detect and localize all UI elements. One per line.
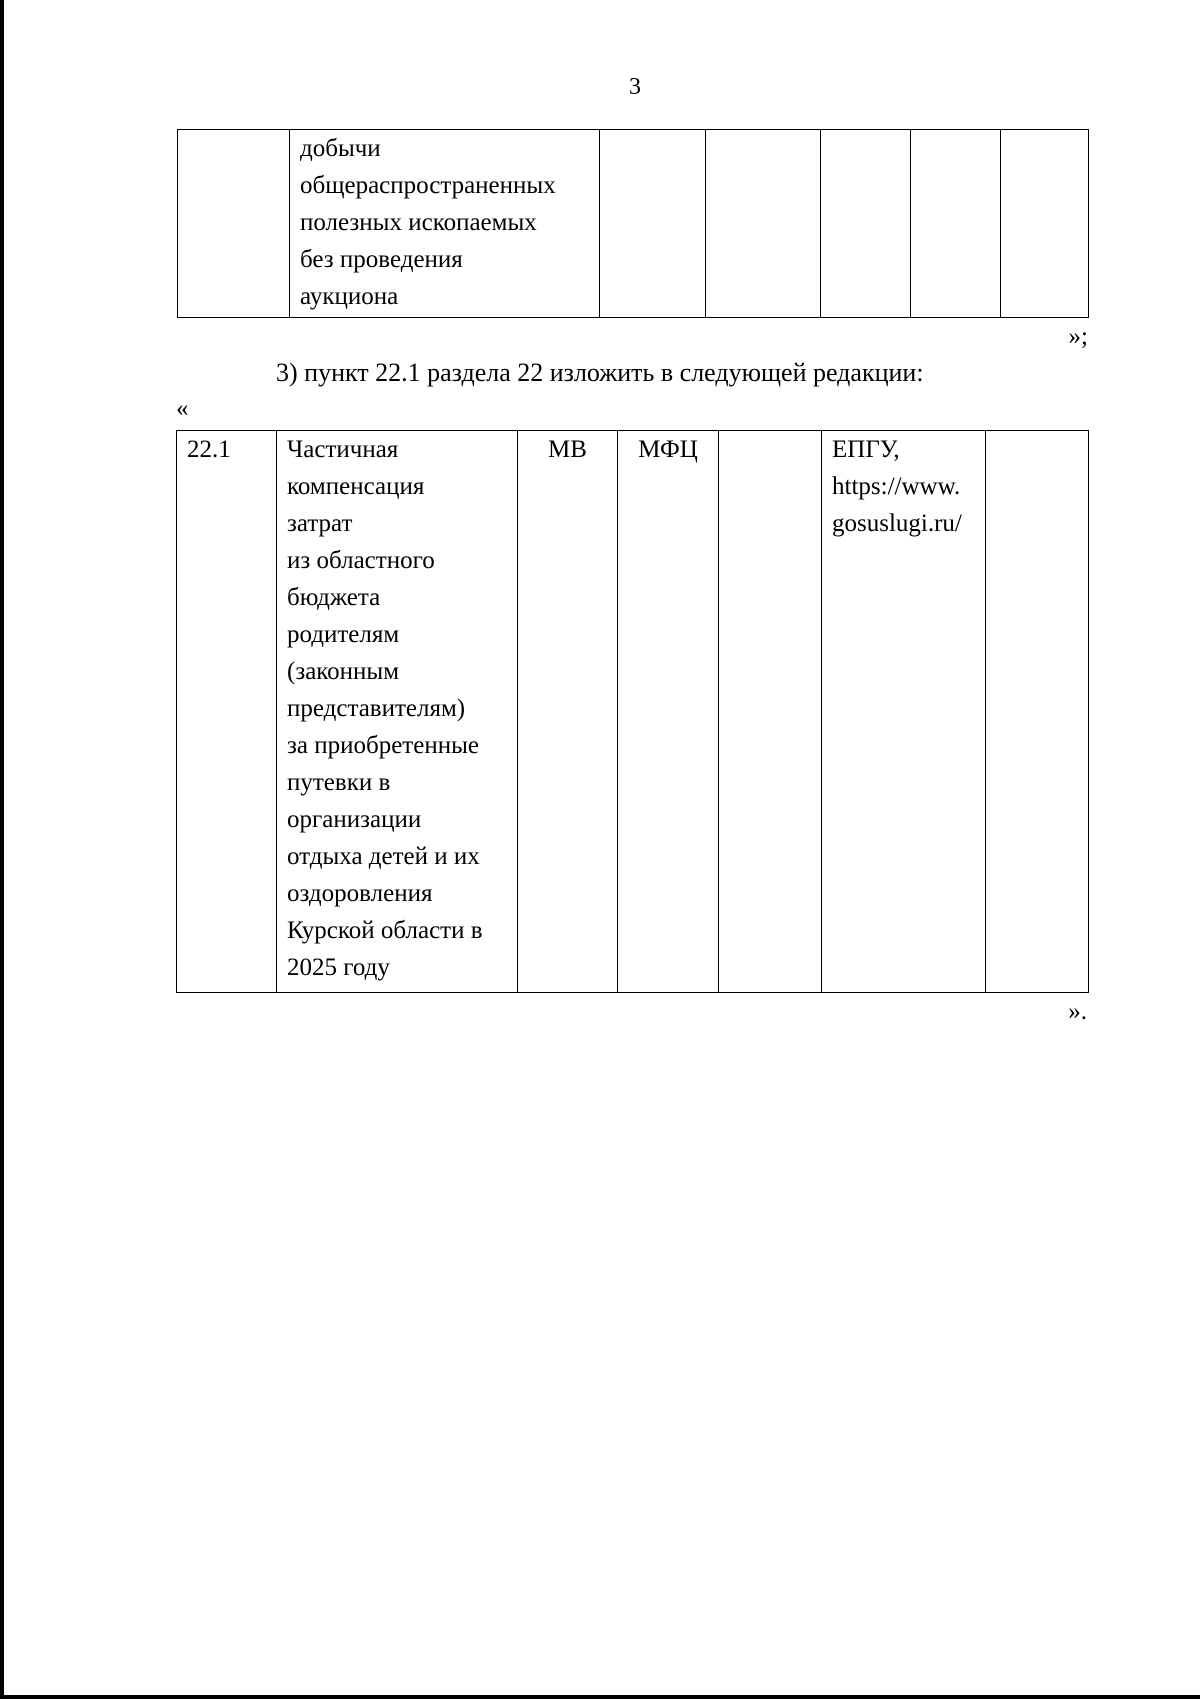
table-cell-epgu: ЕПГУ, https://www. gosuslugi.ru/ bbox=[822, 431, 986, 993]
table-cell-mv: МВ bbox=[518, 431, 618, 993]
closing-quote: »; bbox=[1068, 323, 1088, 350]
page-border-left bbox=[0, 0, 4, 1699]
page-number: 3 bbox=[629, 74, 641, 100]
table-amended-item bbox=[176, 430, 1089, 993]
table-cell-service-name: добычи общераспространенных полезных ископаемых без проведения аукциона bbox=[290, 130, 600, 318]
table-cell bbox=[821, 130, 911, 318]
page-border-bottom bbox=[0, 1695, 1200, 1699]
table-continuation bbox=[177, 129, 1089, 318]
table-cell-mfc: МФЦ bbox=[618, 431, 719, 993]
table-row bbox=[177, 431, 1089, 993]
table-cell bbox=[719, 431, 822, 993]
opening-quote: « bbox=[176, 395, 189, 422]
table-cell bbox=[986, 431, 1089, 993]
closing-quote-final: ». bbox=[1068, 998, 1087, 1025]
table-cell bbox=[911, 130, 1001, 318]
table-cell bbox=[600, 130, 706, 318]
table-row bbox=[178, 130, 1089, 318]
table-cell-service-name: Частичная компенсация затрат из областного бюджета родителям (законным представителям) за приобретенные путевки в организации отдыха детей и их оздоровления Курской области в 2025 году bbox=[277, 431, 518, 993]
table-cell bbox=[706, 130, 821, 318]
table-cell-number bbox=[178, 130, 290, 318]
table-cell bbox=[1001, 130, 1089, 318]
table-cell-number: 22.1 bbox=[177, 431, 277, 993]
amendment-instruction: 3) пункт 22.1 раздела 22 изложить в следующей редакции: bbox=[276, 358, 924, 387]
